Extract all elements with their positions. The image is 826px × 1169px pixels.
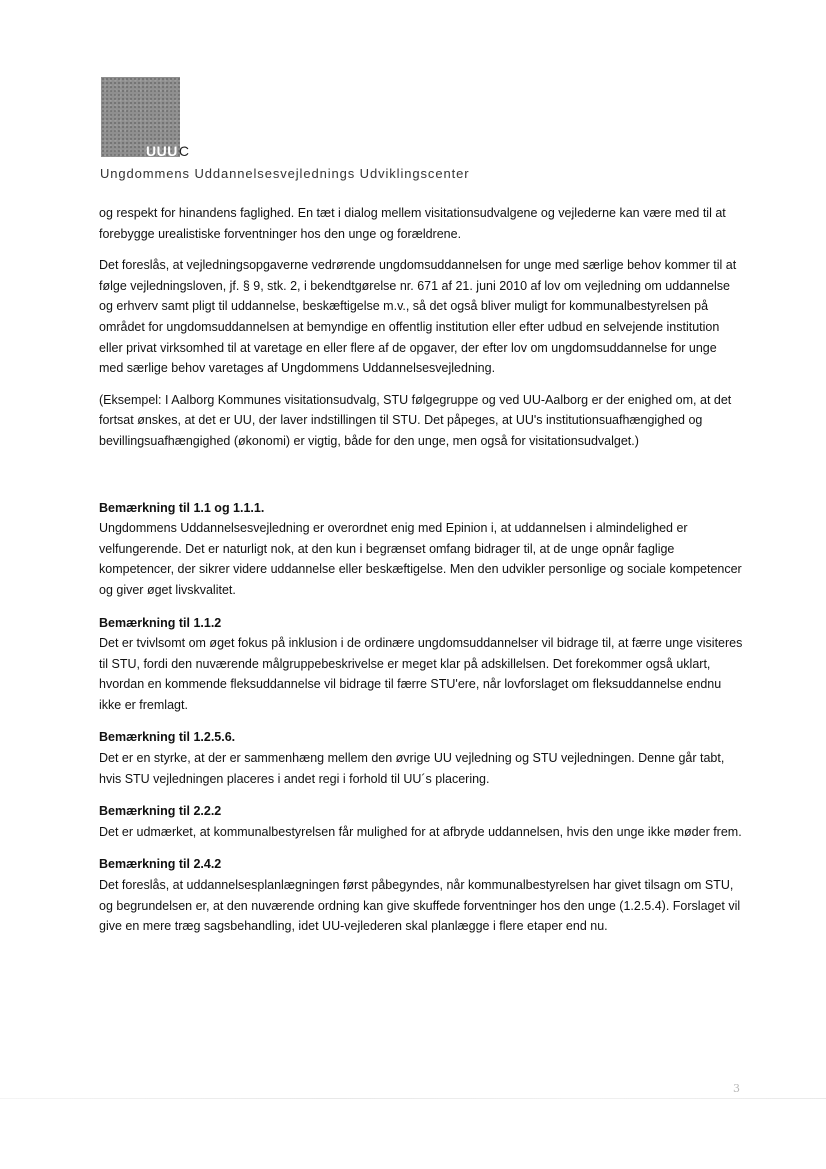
remark-text: Det er en styrke, at der er sammenhæng mellem den øvrige UU vejledning og STU vejledningen. Denne går tabt, hvis STU vejledningen placeres i andet regi i forhold til UU´s placering. <box>99 751 725 786</box>
remark-heading: Bemærkning til 2.4.2 <box>99 857 222 872</box>
remark-section <box>99 498 743 601</box>
remark-heading: Bemærkning til 1.1 og 1.1.1. <box>99 500 265 515</box>
remark-heading: Bemærkning til 1.2.5.6. <box>99 730 236 745</box>
logo-text <box>146 144 189 158</box>
logo-text-last: C <box>178 143 190 159</box>
paragraph: Det foreslås, at vejledningsopgaverne vedrørende ungdomsuddannelsen for unge med særlige behov kommer til at følge vejledningsloven, jf. § 9, stk. 2, i bekendtgørelse nr. 671 af 21. juni 2010 af lov om vejledning om uddannelse og erhverv samt pligt til uddannelse, beskæftigelse m.v., så det også bliver muligt for kommunalbestyrelsen på området for ungdomsuddannelsen at bemyndige en offentlig institution eller efter udbud en selvejende institution eller privat virksomhed til at varetage en eller flere af de opgaver, der efter lov om ungdomsuddannelse for unge med særlige behov varetages af Ungdommens Uddannelsesvejledning. <box>99 258 737 376</box>
remark-text: Det foreslås, at uddannelsesplanlægningen først påbegyndes, når kommunalbestyrelsen har givet tilsagn om STU, og begrundelsen er, at den nuværende ordning kan give skuffede forventninger hos den unge (1.2.5.4). Forslaget vil give en mere træg sagsbehandling, idet UU-vejlederen skal planlægge i flere etaper end nu. <box>99 878 741 934</box>
remark-text: Det er tvivlsomt om øget fokus på inklusion i de ordinære ungdomsuddannelser vil bidrage til, at færre unge visiteres til STU, fordi den nuværende målgruppebeskrivelse er meget klar på adskillelsen. Det forekommer også uklart, hvordan en kommende fleksuddannelse vil bidrage til færre STU'ere, når lovforslaget om fleksuddannelse endnu ikke er fremlagt. <box>99 636 743 712</box>
remark-section <box>99 727 743 789</box>
remark-heading: Bemærkning til 2.2.2 <box>99 804 222 819</box>
scan-artifact-line <box>0 1098 826 1099</box>
remark-section <box>99 613 743 716</box>
remark-text: Ungdommens Uddannelsesvejledning er overordnet enig med Epinion i, at uddannelsen i almindelighed er velfungerende. Det er naturligt nok, at den kun i begrænset omfang bidrager til, at de unge opnår faglige kompetencer, der sikrer videre uddannelse eller beskæftigelse. Men den udvikler personlige og sociale kompetencer og giver øget livskvalitet. <box>99 521 742 597</box>
logo-text-main: UUU <box>146 143 178 159</box>
page-number: 3 <box>733 1082 740 1095</box>
paragraph: og respekt for hinandens faglighed. En tæt i dialog mellem visitationsudvalgene og vejlederne kan være med til at forebygge urealistiske forventninger hos den unge og forældrene. <box>99 206 726 241</box>
remark-heading: Bemærkning til 1.1.2 <box>99 615 222 630</box>
organization-name: Ungdommens Uddannelsesvejlednings Udviklingscenter <box>100 166 470 181</box>
remark-section <box>99 801 743 842</box>
paragraph: (Eksempel: I Aalborg Kommunes visitationsudvalg, STU følgegruppe og ved UU-Aalborg er der enighed om, at det fortsat ønskes, at det er UU, der laver indstillingen til STU. Det påpeges, at UU's institutionsuafhængighed og bevillingsuafhængighed (økonomi) er vigtig, både for den unge, men også for visitationsudvalget.) <box>99 392 732 448</box>
remark-text: Det er udmærket, at kommunalbestyrelsen får mulighed for at afbryde uddannelsen, hvis den unge ikke møder frem. <box>99 824 742 839</box>
remark-section <box>99 854 743 936</box>
section-gap <box>99 463 743 498</box>
document-body <box>99 203 743 949</box>
